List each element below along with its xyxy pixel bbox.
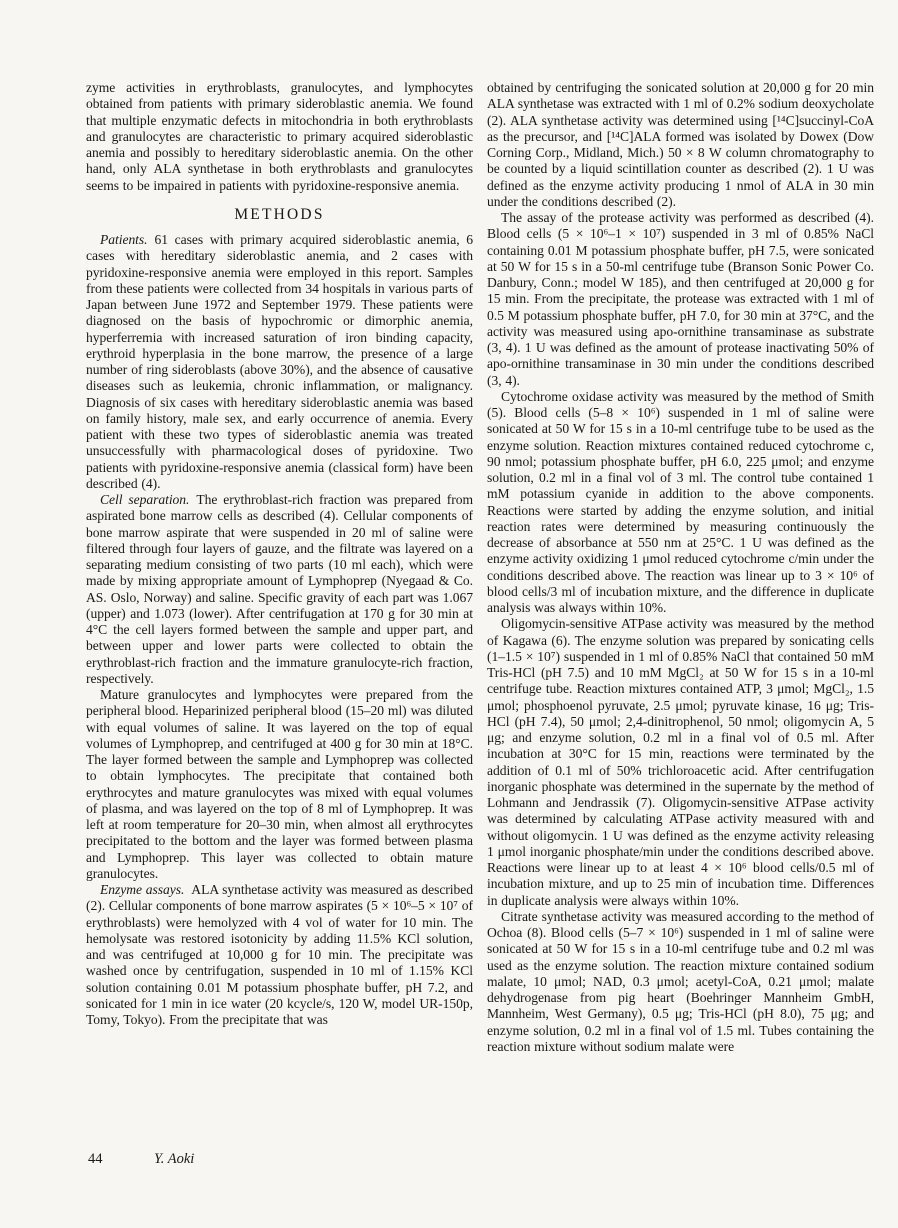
paragraph-text: obtained by centrifuging the sonicated solution at 20,000 g for 20 min ALA synthetase was extracted with 1 ml of 0.2% sodium deoxycholate (2). ALA synthetase activity was determined using [¹⁴C]succinyl-CoA as the precursor, and [¹⁴C]ALA formed was isolated by Dowex (Dow Corning Corp., Midland, Mich.) 50 × 8 W column chromatography to be counted by a liquid scintillation counter as described (2). 1 U was defined as the enzyme activity producing 1 nmol of ALA in 30 min under the conditions described (2). <box>487 80 874 209</box>
methods-heading: METHODS <box>234 205 325 223</box>
paragraph-text: Cytochrome oxidase activity was measured by the method of Smith (5). Blood cells (5–8 × 10⁶) suspended in 1 ml of saline were sonicated at 50 W for 15 s in a 10-ml centrifuge tube to be used as the enzyme solution. Reaction mixtures contained reduced cytochrome c, 90 nmol; potassium phosphate buffer, pH 6.0, 225 μmol; and enzyme solution, 0.2 ml in a final vol of 3 ml. The control tube contained 1 mM potassium cyanide in addition to the above components. Reactions were started by adding the enzyme solution, and initial reaction rates were determined by measuring continuously the decrease of absorbance at 550 nm at 25°C. 1 U was defined as the enzyme activity oxidizing 1 μmol reduced cytochrome c/min under the conditions described above. The reaction was linear up to 3 × 10⁶ of blood cells/3 ml of incubation mixture, and the difference in duplicate analysis was always within 10%. <box>487 388 874 615</box>
paragraph-lead: Enzyme assays. <box>100 882 185 897</box>
paragraph-text: Mature granulocytes and lymphocytes were prepared from the peripheral blood. Heparinized peripheral blood (15–20 ml) was diluted with equal volumes of saline. It was layered on the top of equal volumes of Lymphoprep, and centrifuged at 400 g for 30 min at 18°C. The layer formed between the sample and Lymphoprep was collected to obtain lymphocytes. The precipitate that contained both erythrocytes and mature granulocytes was mixed with equal volumes of plasma, and was layered on the top of 8 ml of Lymphoprep. It was left at room temperature for 20–30 min, when almost all erythrocytes precipitated to the bottom and the layer was formed between plasma and Lymphoprep. This layer was collected to obtain mature granulocytes. <box>86 687 473 881</box>
paragraph-text: Citrate synthetase activity was measured according to the method of Ochoa (8). Blood cells (5–7 × 10⁶) suspended in 1 ml of saline were sonicated at 50 W for 15 s in a 10-ml centrifuge tube and 0.2 ml was used as the enzyme solution. The reaction mixture contained sodium malate, 10 μmol; NAD, 0.3 μmol; acetyl-CoA, 0.21 μmol; malate dehydrogenase from pig heart (Boehringer Mannheim GmbH, Mannheim, West Germany), 0.5 μg; Tris-HCl (pH 8.0), 75 μg; and enzyme solution, 0.2 ml in a final vol of 1.5 ml. Tubes containing the reaction mixture without sodium malate were <box>487 908 874 1054</box>
paragraph-continuation-left <box>86 80 473 194</box>
paragraph-mature-granulocytes <box>86 687 473 882</box>
paragraph-text: Oligomycin-sensitive ATPase activity was measured by the method of Kagawa (6). The enzyme solution was prepared by sonicating cells (1–1.5 × 10⁷) suspended in 1 ml of 0.85% NaCl that contained 50 mM Tris-HCl (pH 7.5) and 10 mM MgCl₂ at 50 W for 15 s in a 10-ml centrifuge tube. Reaction mixtures contained ATP, 3 μmol; MgCl₂, 1.5 μmol; phosphoenol pyruvate, 2.5 μmol; pyruvate kinase, 16 μg; Tris-HCl (pH 7.4), 50 μmol; 2,4-dinitrophenol, 50 nmol; oligomycin A, 5 μg; and enzyme solution, 0.2 ml in a final vol of 0.5 ml. After incubation at 30°C for 15 min, reactions were terminated by the addition of 0.1 ml of 50% trichloroacetic acid. After centrifugation inorganic phosphate was determined in the supernate by the method of Lohmann and Jendrassik (7). Oligomycin-sensitive ATPase activity was determined by calculating ATPase activity measured with and without oligomycin. 1 U was defined as the enzyme activity releasing 1 μmol inorganic phosphate/min under the conditions described above. Reactions were linear up to at least 4 × 10⁶ blood cells/0.5 ml of incubation mixture, and up to 25 min of incubation time. Differences in duplicate analysis were always within 10%. <box>487 616 874 908</box>
page-footer <box>88 1151 194 1168</box>
paragraph-text: The erythroblast-rich fraction was prepared from aspirated bone marrow cells as described (4). Cellular components of bone marrow aspirate that were suspended in 20 ml of saline were filtered through four layers of gauze, and the filtrate was layered on a separating medium consisting of two parts (10 ml each), which were made by mixing appropriate amount of Lymphoprep (Nyegaad & Co. AS. Oslo, Norway) and saline. Specific gravity of each part was 1.067 (upper) and 1.073 (lower). After centrifugation at 170 g for 30 min at 4°C the cell layers formed between the sample and upper part, and between upper and lower parts were collected to obtain the erythroblast-rich fraction and the immature granulocyte-rich fraction, respectively. <box>86 492 473 686</box>
paragraph-patients <box>86 232 473 492</box>
paragraph-continuation-right <box>487 80 874 210</box>
page-number: 44 <box>88 1151 103 1167</box>
paragraph-lead: Cell separation. <box>100 492 190 507</box>
left-column <box>86 80 473 1028</box>
paragraph-text: The assay of the protease activity was performed as described (4). Blood cells (5 × 10⁶–1 × 10⁷) suspended in 3 ml of 0.85% NaCl containing 0.01 M potassium phosphate buffer, pH 7.5, were sonicated at 50 W for 15 s in a 50-ml centrifuge tube (Branson Sonic Power Co. Danbury, Conn.; model W 185), and then centrifuged at 20,000 g for 15 min. From the precipitate, the protease was extracted with 1 ml of 0.5 M potassium phosphate buffer, pH 7.0, for 30 min at 37°C, and the activity was measured using apo-ornithine transaminase as substrate (3, 4). 1 U was defined as the amount of protease inactivating 50% of apo-ornithine transaminase in 30 min under the conditions described (3, 4). <box>487 210 874 388</box>
paragraph-text: zyme activities in erythroblasts, granulocytes, and lymphocytes obtained from patients with primary sideroblastic anemia. We found that multiple enzymatic defects in mitochondria in both erythroblasts and granulocytes are characteristic to primary acquired sideroblastic anemia and possibly to hereditary sideroblastic anemia. On the other hand, only ALA synthetase in both erythroblasts and granulocytes seems to be impaired in patients with pyridoxine-responsive anemia. <box>86 80 473 193</box>
paragraph-cytochrome-oxidase <box>487 389 874 617</box>
paragraph-lead: Patients. <box>100 232 148 247</box>
paragraph-citrate-synthetase <box>487 909 874 1055</box>
paragraph-text: ALA synthetase activity was measured as described (2). Cellular components of bone marrow aspirates (5 × 10⁶–5 × 10⁷ of erythroblasts) were hemolyzed with 4 vol of water for 10 min. The hemolysate was restored isotonicity by adding 11.5% KCl solution, and was centrifuged at 10,000 g for 10 min. The precipitate was washed once by centrifugation, suspended in 10 ml of 1.15% KCl solution containing 0.01 M potassium phosphate buffer, pH 7.2, and sonicated for 1 min in ice water (20 kcycle/s, 120 W, model UR-150p, Tomy, Tokyo). From the precipitate that was <box>86 882 473 1027</box>
running-author: Y. Aoki <box>154 1151 195 1167</box>
paragraph-oligomycin-atpase <box>487 616 874 909</box>
right-column <box>487 80 874 1055</box>
paragraph-enzyme-assays <box>86 882 473 1028</box>
paragraph-cell-separation <box>86 492 473 687</box>
paragraph-protease-assay <box>487 210 874 389</box>
paragraph-text: 61 cases with primary acquired sideroblastic anemia, 6 cases with hereditary sideroblastic anemia, and 2 cases with pyridoxine-responsive anemia were employed in this report. Samples from these patients were collected from 34 hospitals in various parts of Japan between June 1972 and September 1979. These patients were diagnosed on the basis of hypochromic or dimorphic anemia, hyperferremia with increased saturation of iron binding capacity, erythroid hyperplasia in the bone marrow, the presence of a large number of ring sideroblasts (above 30%), and the absence of causative diseases such as leukemia, chronic inflammation, or malignancy. Diagnosis of six cases with hereditary sideroblastic anemia was based on family history, male sex, and early occurrence of anemia. Every patient with these two types of sideroblastic anemia was treated unsuccessfully with pharmacological doses of pyridoxine. Two patients with pyridoxine-responsive anemia (classical form) have been described (4). <box>86 232 473 491</box>
